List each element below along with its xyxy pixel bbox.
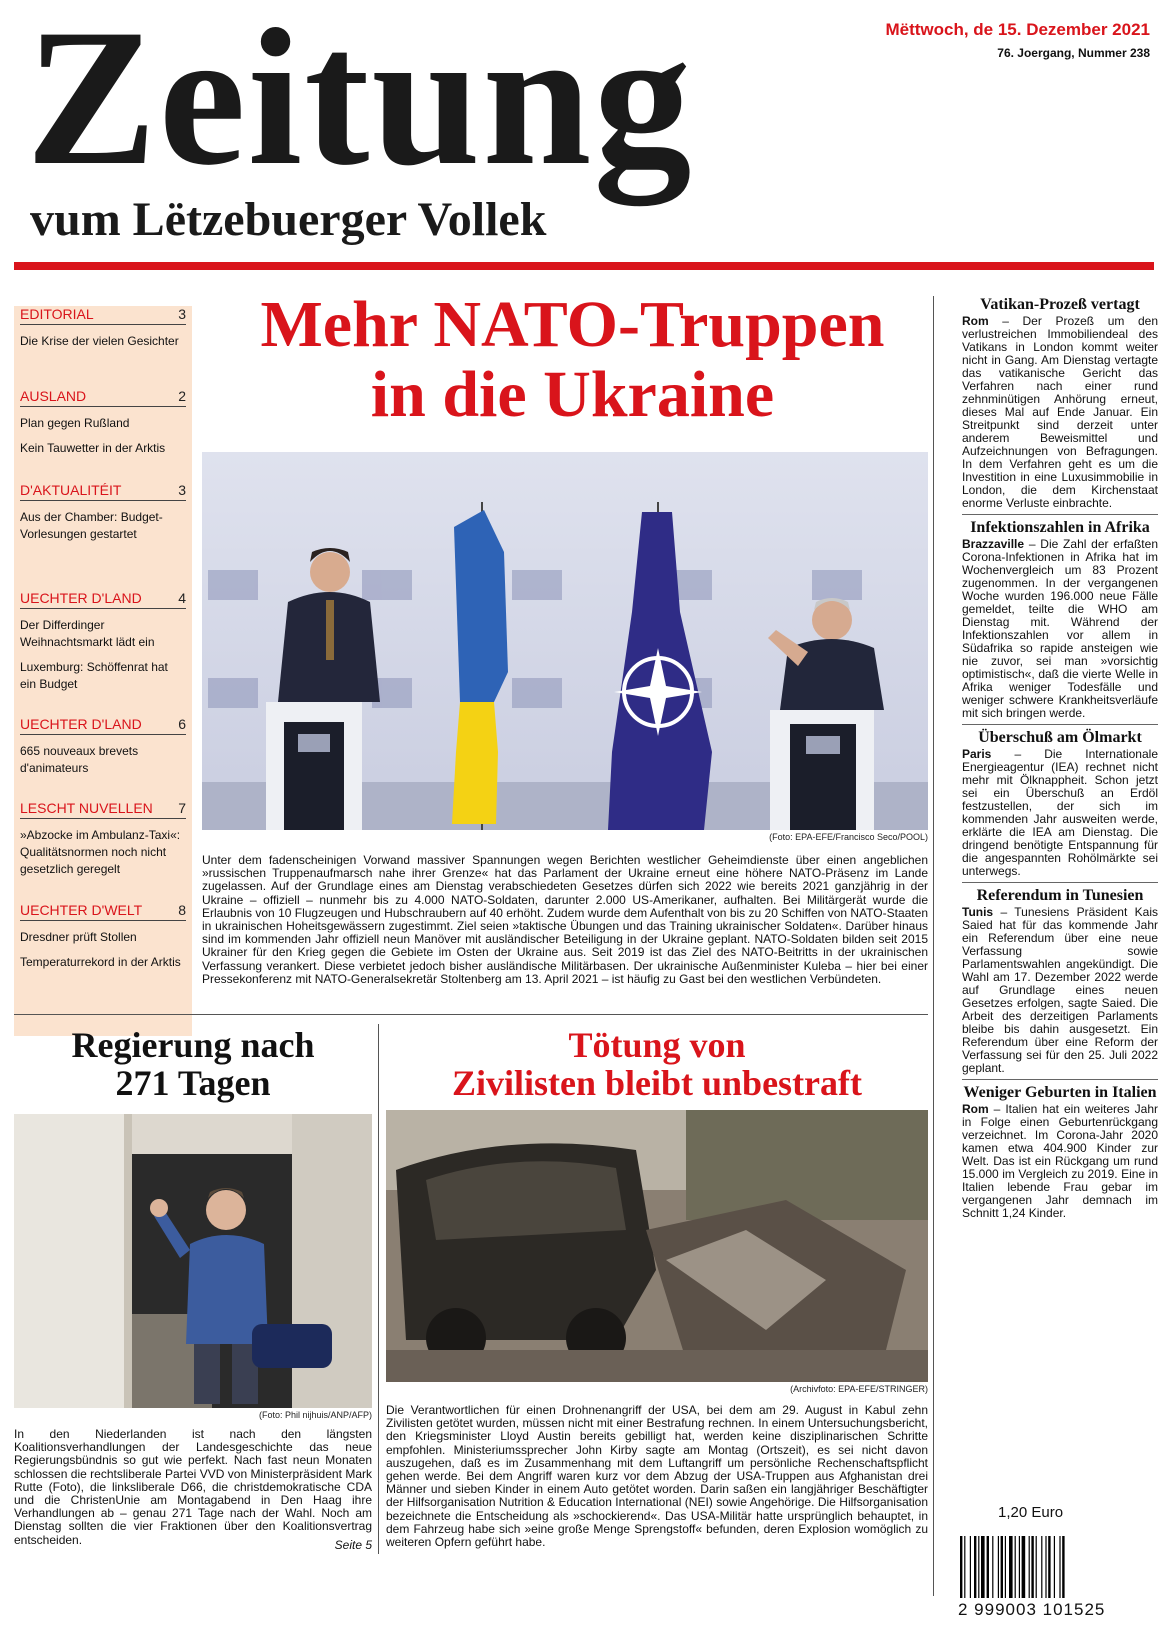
toc-item[interactable]: »Abzocke im Ambulanz-Taxi«: Qualitätsnormen noch nicht gesetzlich geregelt xyxy=(20,828,181,876)
brief-title: Referendum in Tunesien xyxy=(976,887,1144,904)
toc-item[interactable]: 665 nouveaux brevets d'animateurs xyxy=(20,744,139,775)
masthead-title: Zeitung xyxy=(26,0,694,206)
brief-dateline: Brazzaville xyxy=(962,537,1025,551)
story-mid-headline xyxy=(386,1026,928,1102)
masthead-divider xyxy=(14,262,1154,270)
toc-item[interactable]: Kein Tauwetter in der Arktis xyxy=(20,441,166,455)
toc-item[interactable]: Aus der Chamber: Budget-Vorlesungen gestartet xyxy=(20,510,163,541)
toc-page-number: 7 xyxy=(178,800,186,816)
toc-item[interactable]: Temperaturrekord in der Arktis xyxy=(20,955,181,969)
toc-section-title: UECHTER D'WELT xyxy=(20,902,143,918)
brief-divider xyxy=(962,514,1158,515)
brief-text xyxy=(962,315,1158,510)
toc-section-title: LESCHT NUVELLEN xyxy=(20,800,153,816)
column-divider xyxy=(378,1024,379,1554)
story-mid-headline-line-2: Zivilisten bleibt unbestraft xyxy=(451,1063,863,1103)
toc-section-header[interactable] xyxy=(20,716,186,735)
story-left-headline-line-1: Regierung nach xyxy=(71,1025,315,1065)
lead-photo xyxy=(202,452,928,830)
brief-title: Vatikan-Prozeß vertagt xyxy=(980,296,1140,313)
sidebar-divider xyxy=(933,296,934,1596)
toc-section-title: D'AKTUALITÉIT xyxy=(20,482,122,498)
brief-divider xyxy=(962,724,1158,725)
toc-section-header[interactable] xyxy=(20,902,186,921)
brief-text xyxy=(962,906,1158,1075)
news-brief xyxy=(962,882,1158,1075)
toc-item[interactable]: Dresdner prüft Stollen xyxy=(20,930,137,944)
issue-date: Mëttwoch, de 15. Dezember 2021 xyxy=(885,20,1150,39)
section-divider xyxy=(14,1014,928,1015)
toc-section[interactable] xyxy=(20,306,186,350)
toc-section-header[interactable] xyxy=(20,482,186,501)
toc-section-header[interactable] xyxy=(20,800,186,819)
toc-section[interactable] xyxy=(20,902,186,971)
brief-title: Überschuß am Ölmarkt xyxy=(978,729,1142,746)
lead-headline xyxy=(200,290,945,430)
issue-number: 76. Joergang, Nummer 238 xyxy=(997,46,1150,60)
toc-section[interactable] xyxy=(20,716,186,777)
story-left-headline-line-2: 271 Tagen xyxy=(115,1063,271,1103)
toc-page-number: 8 xyxy=(178,902,186,918)
brief-title: Weniger Geburten in Italien xyxy=(963,1084,1157,1101)
story-left-headline xyxy=(14,1026,372,1102)
story-mid-headline-line-1: Tötung von xyxy=(568,1025,746,1065)
toc-item[interactable]: Der Differdinger Weihnachtsmarkt lädt ein xyxy=(20,618,155,649)
toc-page-number: 6 xyxy=(178,716,186,732)
price: 1,20 Euro xyxy=(998,1504,1064,1521)
table-of-contents xyxy=(14,306,192,1036)
toc-item[interactable]: Plan gegen Rußland xyxy=(20,416,130,430)
toc-section-header[interactable] xyxy=(20,388,186,407)
brief-body: – Der Prozeß um den verlustreichen Immobiliendeal des Vatikans in London kommt weiter nicht in Gang. Am Dienstag vertagte das vatikanische Gericht das Verfahren nach einer rund zehnminütigen Anhörung erneut, dieses Mal auf Ende Januar. Ein Streitpunkt sind derzeit unter anderem Beweismittel und Aufzeichnungen von Befragungen. In dem Verfahren geht es um die Investition in eine Luxusimmobilie in London, die dem Kirchenstaat enorme Verluste einbrachte. xyxy=(962,314,1158,510)
lead-headline-line-1: Mehr NATO-Truppen xyxy=(260,288,885,361)
brief-text xyxy=(962,538,1158,720)
story-left-photo-caption: (Foto: Phil nijhuis/ANP/AFP) xyxy=(258,1410,372,1420)
story-left-body: In den Niederlanden ist nach den längsten Koalitionsverhandlungen der Landesgeschichte das neue Regierungsbündnis so gut wie perfekt. Nach fast neun Monaten schlossen die rechtsliberale Partei VVD von Ministerpräsident Mark Rutte (Foto), die linksliberale D66, die christdemokratische CDA und die ChristenUnie am Montagabend in Den Haag ihre Verhandlungen ab – genau 271 Tage nach der Wahl. Noch am Dienstag sollten die vier Fraktionen über den Koalitionsvertrag entscheiden. xyxy=(14,1427,372,1547)
toc-section[interactable] xyxy=(20,388,186,457)
brief-divider xyxy=(962,882,1158,883)
toc-section-title: AUSLAND xyxy=(20,388,87,404)
toc-page-number: 2 xyxy=(178,388,186,404)
brief-body: – Italien hat ein weiteres Jahr in Folge einen Geburtenrückgang verzeichnet. Im Corona-Jahr 2020 kamen etwa 404.900 Kinder zur Welt. Das ist ein Rückgang um rund 15.000 im Vergleich zu 2019. Eine in Italien lebende Frau gebar im vergangenen Jahr demnach im Schnitt 1,24 Kinder. xyxy=(962,1102,1158,1220)
masthead-subtitle: vum Lëtzebuerger Vollek xyxy=(30,193,547,246)
story-left-page-ref[interactable]: Seite 5 xyxy=(334,1538,372,1552)
brief-title: Infektionszahlen in Afrika xyxy=(970,519,1150,536)
barcode-number: 2 999003 101525 xyxy=(958,1600,1106,1619)
toc-section[interactable] xyxy=(20,482,186,543)
toc-section[interactable] xyxy=(20,590,186,693)
news-brief xyxy=(962,1079,1158,1220)
toc-section-header[interactable] xyxy=(20,590,186,609)
brief-dateline: Rom xyxy=(962,314,989,328)
news-brief xyxy=(962,724,1158,878)
news-brief xyxy=(962,296,1158,510)
toc-page-number: 3 xyxy=(178,306,186,322)
toc-section-title: EDITORIAL xyxy=(20,306,94,322)
brief-text xyxy=(962,748,1158,878)
toc-section[interactable] xyxy=(20,800,186,878)
story-mid-photo-caption: (Archivfoto: EPA-EFE/STRINGER) xyxy=(790,1384,928,1394)
brief-dateline: Tunis xyxy=(962,905,994,919)
story-left-photo xyxy=(14,1114,372,1408)
news-briefs xyxy=(962,296,1158,1220)
brief-body: – Die Zahl der erfaßten Corona-Infektionen in Afrika hat im Wochenvergleich um 83 Prozent zugenommen. In der vergangenen Woche wurden 196.000 neue Fälle gemeldet, teilte die WHO am Dienstag mit. Während der Infektionszahlen vor allem in Südafrika so rapide ansteigen wie nie zuvor, sei man »vorsichtig optimistisch«, daß die vierte Welle in Afrika weniger Todesfälle und weniger schwere Krankheitsverläufe mit sich bringen werde. xyxy=(962,537,1158,720)
lead-headline-line-2: in die Ukraine xyxy=(370,358,775,431)
story-mid-photo xyxy=(386,1110,928,1382)
news-brief xyxy=(962,514,1158,720)
barcode xyxy=(958,1536,1128,1608)
brief-body: – Tunesiens Präsident Kais Saied hat für das kommende Jahr ein Referendum über eine neue Verfassung sowie Parlamentswahlen angekündigt. Die Wahl am 17. Dezember 2022 werde auf Grundlage eines neuen Gesetzes erfolgen, sagte Saied. Die Arbeit des derzeitigen Parlaments bleibe bis dahin ausgesetzt. Ein Referendum über eine Reform der Verfassung sei für den 25. Juli 2022 geplant. xyxy=(962,905,1158,1075)
story-mid-body: Die Verantwortlichen für einen Drohnenangriff der USA, bei dem am 29. August in Kabul zehn Zivilisten getötet wurden, müssen nicht mit einer Bestrafung rechnen. In einem Untersuchungsbericht, den Kriegsminister Lloyd Austin bereits gebilligt hat, werden keine disziplinarischen Schritte empfohlen. Ministeriumssprecher John Kirby sagte am Montag (Ortszeit), es sei nicht davon auszugehen, daß es im Zusammenhang mit dem Luftangriff um persönliche Rechenschaftspflicht gehen werde. Bei dem Angriff waren kurz vor dem Abzug der USA-Truppen aus Afghanistan drei Männer und sieben Kinder in einem Auto getötet worden. Darin saßen ein langjähriger Beschäftigter der Hilfsorganisation Nutrition & Education International (NEI) sowie Angehörige. Die Hilfsorganisation bezeichnete die Entscheidung als »schockierend«. Das USA-Militär hatte ursprünglich behauptet, in dem Fahrzeug habe sich »eine große Menge Sprengstoff« befunden, deren Explosion womöglich zu weiteren Opfern geführt habe. xyxy=(386,1403,928,1550)
toc-page-number: 4 xyxy=(178,590,186,606)
lead-photo-caption: (Foto: EPA-EFE/Francisco Seco/POOL) xyxy=(769,832,928,842)
brief-dateline: Paris xyxy=(962,747,992,761)
toc-section-header[interactable] xyxy=(20,306,186,325)
brief-divider xyxy=(962,1079,1158,1080)
brief-body: – Die Internationale Energieagentur (IEA) rechnet nicht mehr mit Ölknappheit. Schon jetzt sei ein Überschuß an Erdöl festzustellen, der sich im kommenden Jahr ausweiten werde, erklärte die IEA am Dienstag. Die dringend benötigte Entspannung für die angespannten Rohölmärkte sei unterwegs. xyxy=(962,747,1158,878)
lead-article-body: Unter dem fadenscheinigen Vorwand massiver Spannungen wegen Berichten westlicher Geheimdienste über einen angeblichen »russischen Truppenaufmarsch nahe ihrer Grenze« hat das Parlament der Ukraine erneut eine höhere NATO-Präsenz im Lande zugelassen. Auf der Grundlage eines am Dienstag verabschiedeten Gesetzes dürfen sich 2022 wie bereits 2021 ganzjährig in der Ukraine – offiziell – nunmehr bis zu 4.000 NATO-Soldaten, darunter 2.000 US-Amerikaner, aufhalten. Bei Militärgerät wurde die Erlaubnis von 10 Flugzeugen und Hubschraubern auf 40 erhöht. Zudem wurde dem Aufenthalt von bis zu 20 Schiffen von NATO-Staaten in ukrainischen Hoheitsgewässern zugestimmt. Ziel seien »taktische Übungen und das Training ukrainischer Soldaten«. Darüber hinaus sind im kommenden Jahr offiziell neun Manöver mit ausländischer Beteiligung in der Ukraine geplant. NATO-Soldaten bilden seit 2015 Ukrainer für den Krieg gegen die Gebiete im Osten der Ukraine aus. Seit 2019 ist das Ziel des NATO-Beitritts in der ukrainischen Verfassung verankert. Diese verbietet jedoch bisher ausländische Militärbasen. Der ukrainische Außenminister Kuleba – hier bei einer Pressekonferenz mit NATO-Generalsekretär Stoltenberg am 13. April 2021 – ist häufig zu Gast bei den westlichen Verbündeten. xyxy=(202,853,928,986)
toc-section-title: UECHTER D'LAND xyxy=(20,716,142,732)
brief-text xyxy=(962,1103,1158,1220)
toc-page-number: 3 xyxy=(178,482,186,498)
toc-item[interactable]: Luxemburg: Schöffenrat hat ein Budget xyxy=(20,660,168,691)
toc-item[interactable]: Die Krise der vielen Gesichter xyxy=(20,334,179,348)
toc-section-title: UECHTER D'LAND xyxy=(20,590,142,606)
brief-dateline: Rom xyxy=(962,1102,989,1116)
